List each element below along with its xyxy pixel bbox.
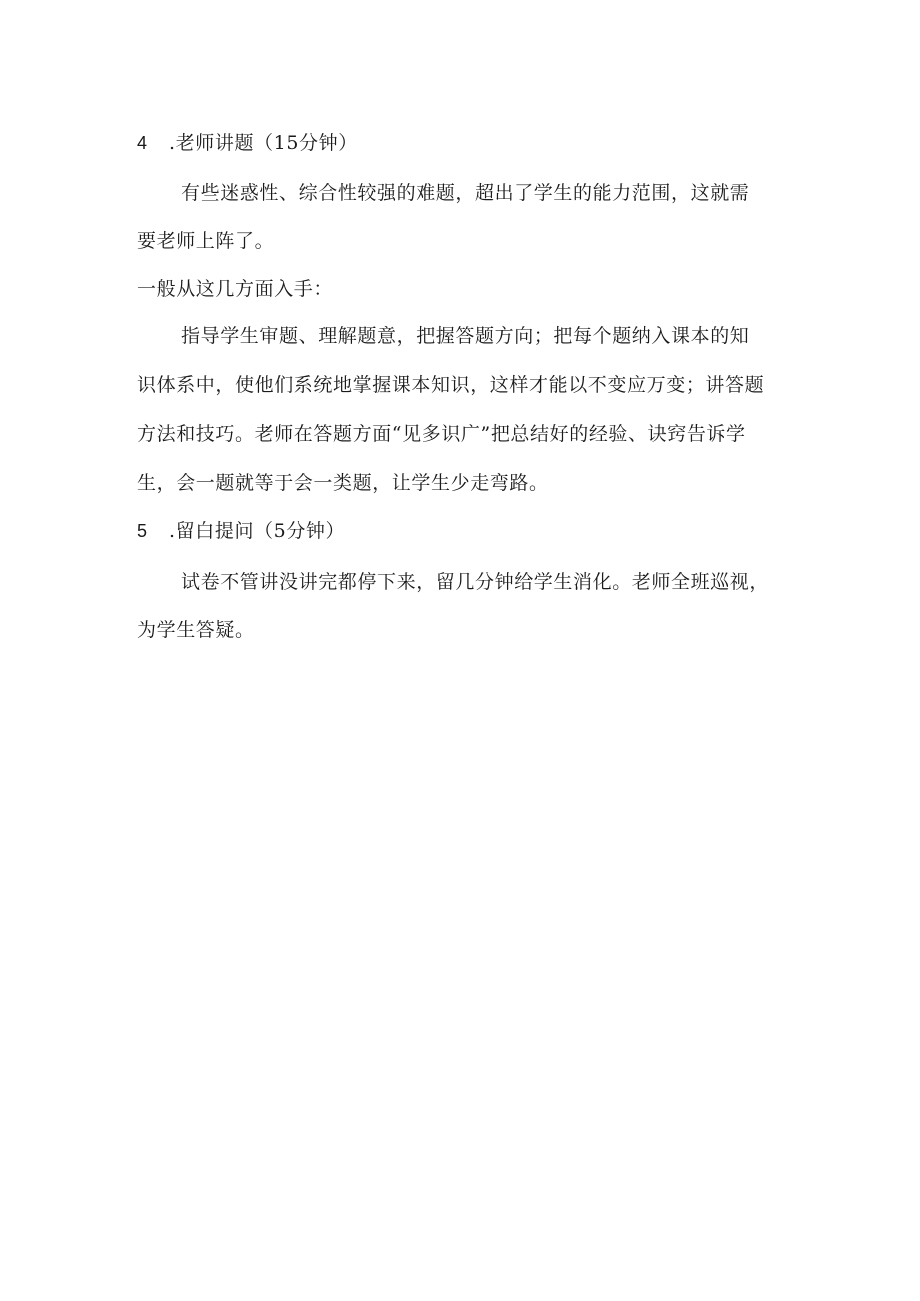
section-4-para2-line2: 识体系中，使他们系统地掌握课本知识，这样才能以不变应万变；讲答题	[137, 374, 765, 396]
section-4-intro: 一般从这几方面入手：	[137, 278, 334, 300]
section-5-para1-line2: 为学生答疑。	[137, 619, 255, 641]
section-4-para1-line1: 有些迷惑性、综合性较强的难题，超出了学生的能力范围，这就需	[181, 182, 750, 204]
section-4-para2-line1: 指导学生审题、理解题意，把握答题方向；把每个题纳入课本的知	[181, 325, 750, 347]
section-4-para1-line2: 要老师上阵了。	[137, 230, 275, 252]
section-4-number: 4	[137, 133, 148, 153]
section-4-title: .老师讲题（15分钟）	[169, 132, 358, 154]
section-4-heading	[137, 131, 358, 155]
section-4-para2-line4: 生，会一题就等于会一类题，让学生少走弯路。	[137, 472, 549, 494]
section-4-para2-line3: 方法和技巧。老师在答题方面“见多识广”把总结好的经验、诀窍告诉学	[137, 423, 746, 445]
section-5-heading	[137, 519, 345, 543]
section-5-para1-line1: 试卷不管讲没讲完都停下来，留几分钟给学生消化。老师全班巡视，	[181, 571, 770, 593]
section-5-title: .留白提问（5分钟）	[169, 520, 346, 542]
section-5-number: 5	[137, 521, 148, 541]
